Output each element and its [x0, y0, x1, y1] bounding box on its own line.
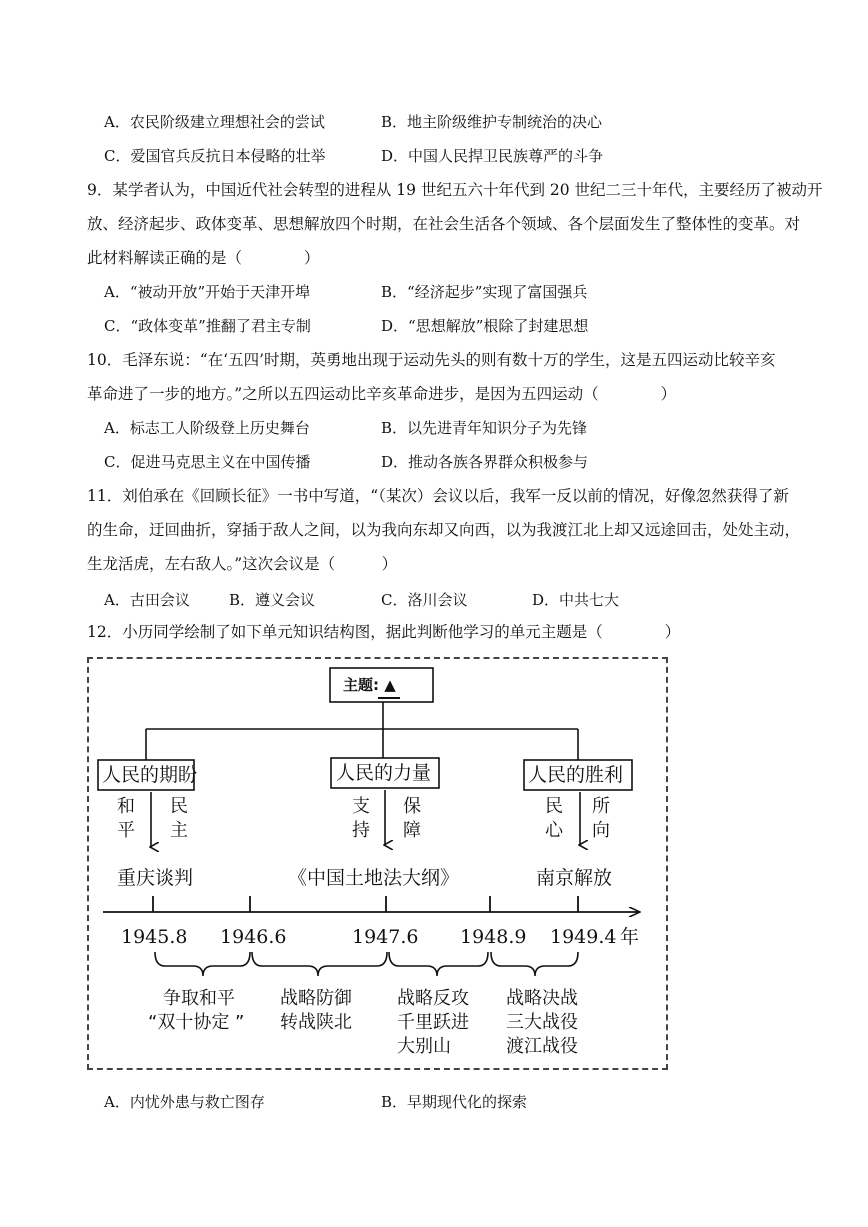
q9-option-a: A．“被动开放”开始于天津开埠	[104, 283, 311, 301]
q11-stem-line2: 的生命，迂回曲折，穿插于敌人之间，以为我向东却又向西，以为我渡江北上却又远途回击，处处主动，	[87, 521, 801, 539]
q9-stem-line1: 9．某学者认为，中国近代社会转型的进程从 19 世纪五六十年代到 20 世纪二三十年代，主要经历了被动开	[87, 181, 823, 199]
q12-option-a: A．内忧外患与救亡图存	[104, 1093, 265, 1111]
char-chi: 持	[352, 820, 370, 841]
q12-stem: 12．小历同学绘制了如下单元知识结构图，据此判断他学习的单元主题是（ ）	[87, 623, 681, 641]
phase-4-line2: 三大战役	[506, 1012, 578, 1033]
q9-option-b: B．“经济起步”实现了富国强兵	[381, 283, 588, 301]
q11-option-a: A．古田会议	[104, 591, 190, 609]
theme-label: 主题: ▲	[343, 676, 396, 694]
brace-4	[491, 952, 578, 976]
char-zhang: 障	[403, 820, 421, 841]
q11-option-d: D．中共七大	[532, 591, 620, 609]
char-zhi: 支	[352, 796, 370, 817]
char-min: 民	[170, 796, 188, 817]
q8-option-a: A．农民阶级建立理想社会的尝试	[104, 113, 325, 131]
event-nanjing: 南京解放	[536, 867, 613, 889]
q9-option-c: C．“政体变革”推翻了君主专制	[104, 317, 311, 335]
strength-label: 人民的力量	[336, 762, 432, 784]
theme-underline	[378, 697, 400, 699]
event-land-law: 《中国土地法大纲》	[288, 867, 460, 889]
q12-option-b: B．早期现代化的探索	[381, 1093, 528, 1111]
q9-stem-line3: 此材料解读正确的是（ ）	[87, 249, 320, 267]
char-min2: 民	[545, 796, 563, 817]
date-1946-6: 1946.6	[220, 926, 287, 948]
char-xiang: 向	[592, 820, 610, 841]
phase-1-line2: “双十协定 ”	[148, 1012, 245, 1033]
q10-option-a: A．标志工人阶级登上历史舞台	[104, 419, 310, 437]
q10-stem-line2: 革命进了一步的地方。”之所以五四运动比辛亥革命进步，是因为五四运动（ ）	[87, 385, 677, 403]
q9-option-d: D．“思想解放”根除了封建思想	[381, 317, 589, 335]
char-suo: 所	[592, 796, 610, 817]
brace-2	[252, 952, 387, 976]
char-ping: 平	[117, 820, 135, 841]
q10-option-b: B．以先进青年知识分子为先锋	[381, 419, 588, 437]
q8-option-c: C．爱国官兵反抗日本侵略的壮举	[104, 147, 326, 165]
q8-option-d: D．中国人民捍卫民族尊严的斗争	[381, 147, 604, 165]
q10-stem-line1: 10．毛泽东说：“在‘五四’时期，英勇地出现于运动先头的则有数十万的学生，这是五四运动比较辛亥	[87, 351, 776, 369]
char-he: 和	[117, 796, 135, 817]
phase-4-line3: 渡江战役	[506, 1036, 578, 1057]
date-1945-8: 1945.8	[121, 926, 188, 948]
q11-stem-line1: 11．刘伯承在《回顾长征》一书中写道，“（某次）会议以后，我军一反以前的情况，好像忽然获得了新	[87, 487, 789, 505]
phase-1-line1: 争取和平	[163, 988, 235, 1009]
year-label: 年	[620, 926, 640, 948]
phase-3-line2: 千里跃进	[397, 1012, 469, 1033]
char-bao: 保	[403, 796, 421, 817]
brace-3	[389, 952, 488, 976]
char-zhu: 主	[170, 820, 188, 841]
expectation-label: 人民的期盼	[102, 764, 198, 786]
date-1947-6: 1947.6	[352, 926, 419, 948]
q10-option-c: C．促进马克思主义在中国传播	[104, 453, 311, 471]
q10-option-d: D．推动各族各界群众积极参与	[381, 453, 589, 471]
phase-2-line1: 战略防御	[280, 988, 352, 1009]
q8-option-b: B．地主阶级维护专制统治的决心	[381, 113, 603, 131]
char-xin: 心	[545, 820, 563, 841]
phase-3-line1: 战略反攻	[397, 988, 469, 1009]
q11-option-b: B．遵义会议	[229, 591, 316, 609]
victory-label: 人民的胜利	[528, 764, 624, 786]
event-chongqing: 重庆谈判	[117, 867, 194, 889]
phase-2-line2: 转战陕北	[280, 1012, 352, 1033]
phase-4-line1: 战略决战	[506, 988, 578, 1009]
q11-option-c: C．洛川会议	[381, 591, 468, 609]
q9-stem-line2: 放、经济起步、政体变革、思想解放四个时期，在社会生活各个领域、各个层面发生了整体性的变革。对	[87, 215, 801, 233]
brace-1	[155, 952, 250, 976]
phase-3-line3: 大别山	[397, 1036, 451, 1057]
q11-stem-line3: 生龙活虎，左右敌人。”这次会议是（ ）	[87, 555, 398, 573]
date-1949-4: 1949.4	[550, 926, 617, 948]
date-1948-9: 1948.9	[460, 926, 527, 948]
